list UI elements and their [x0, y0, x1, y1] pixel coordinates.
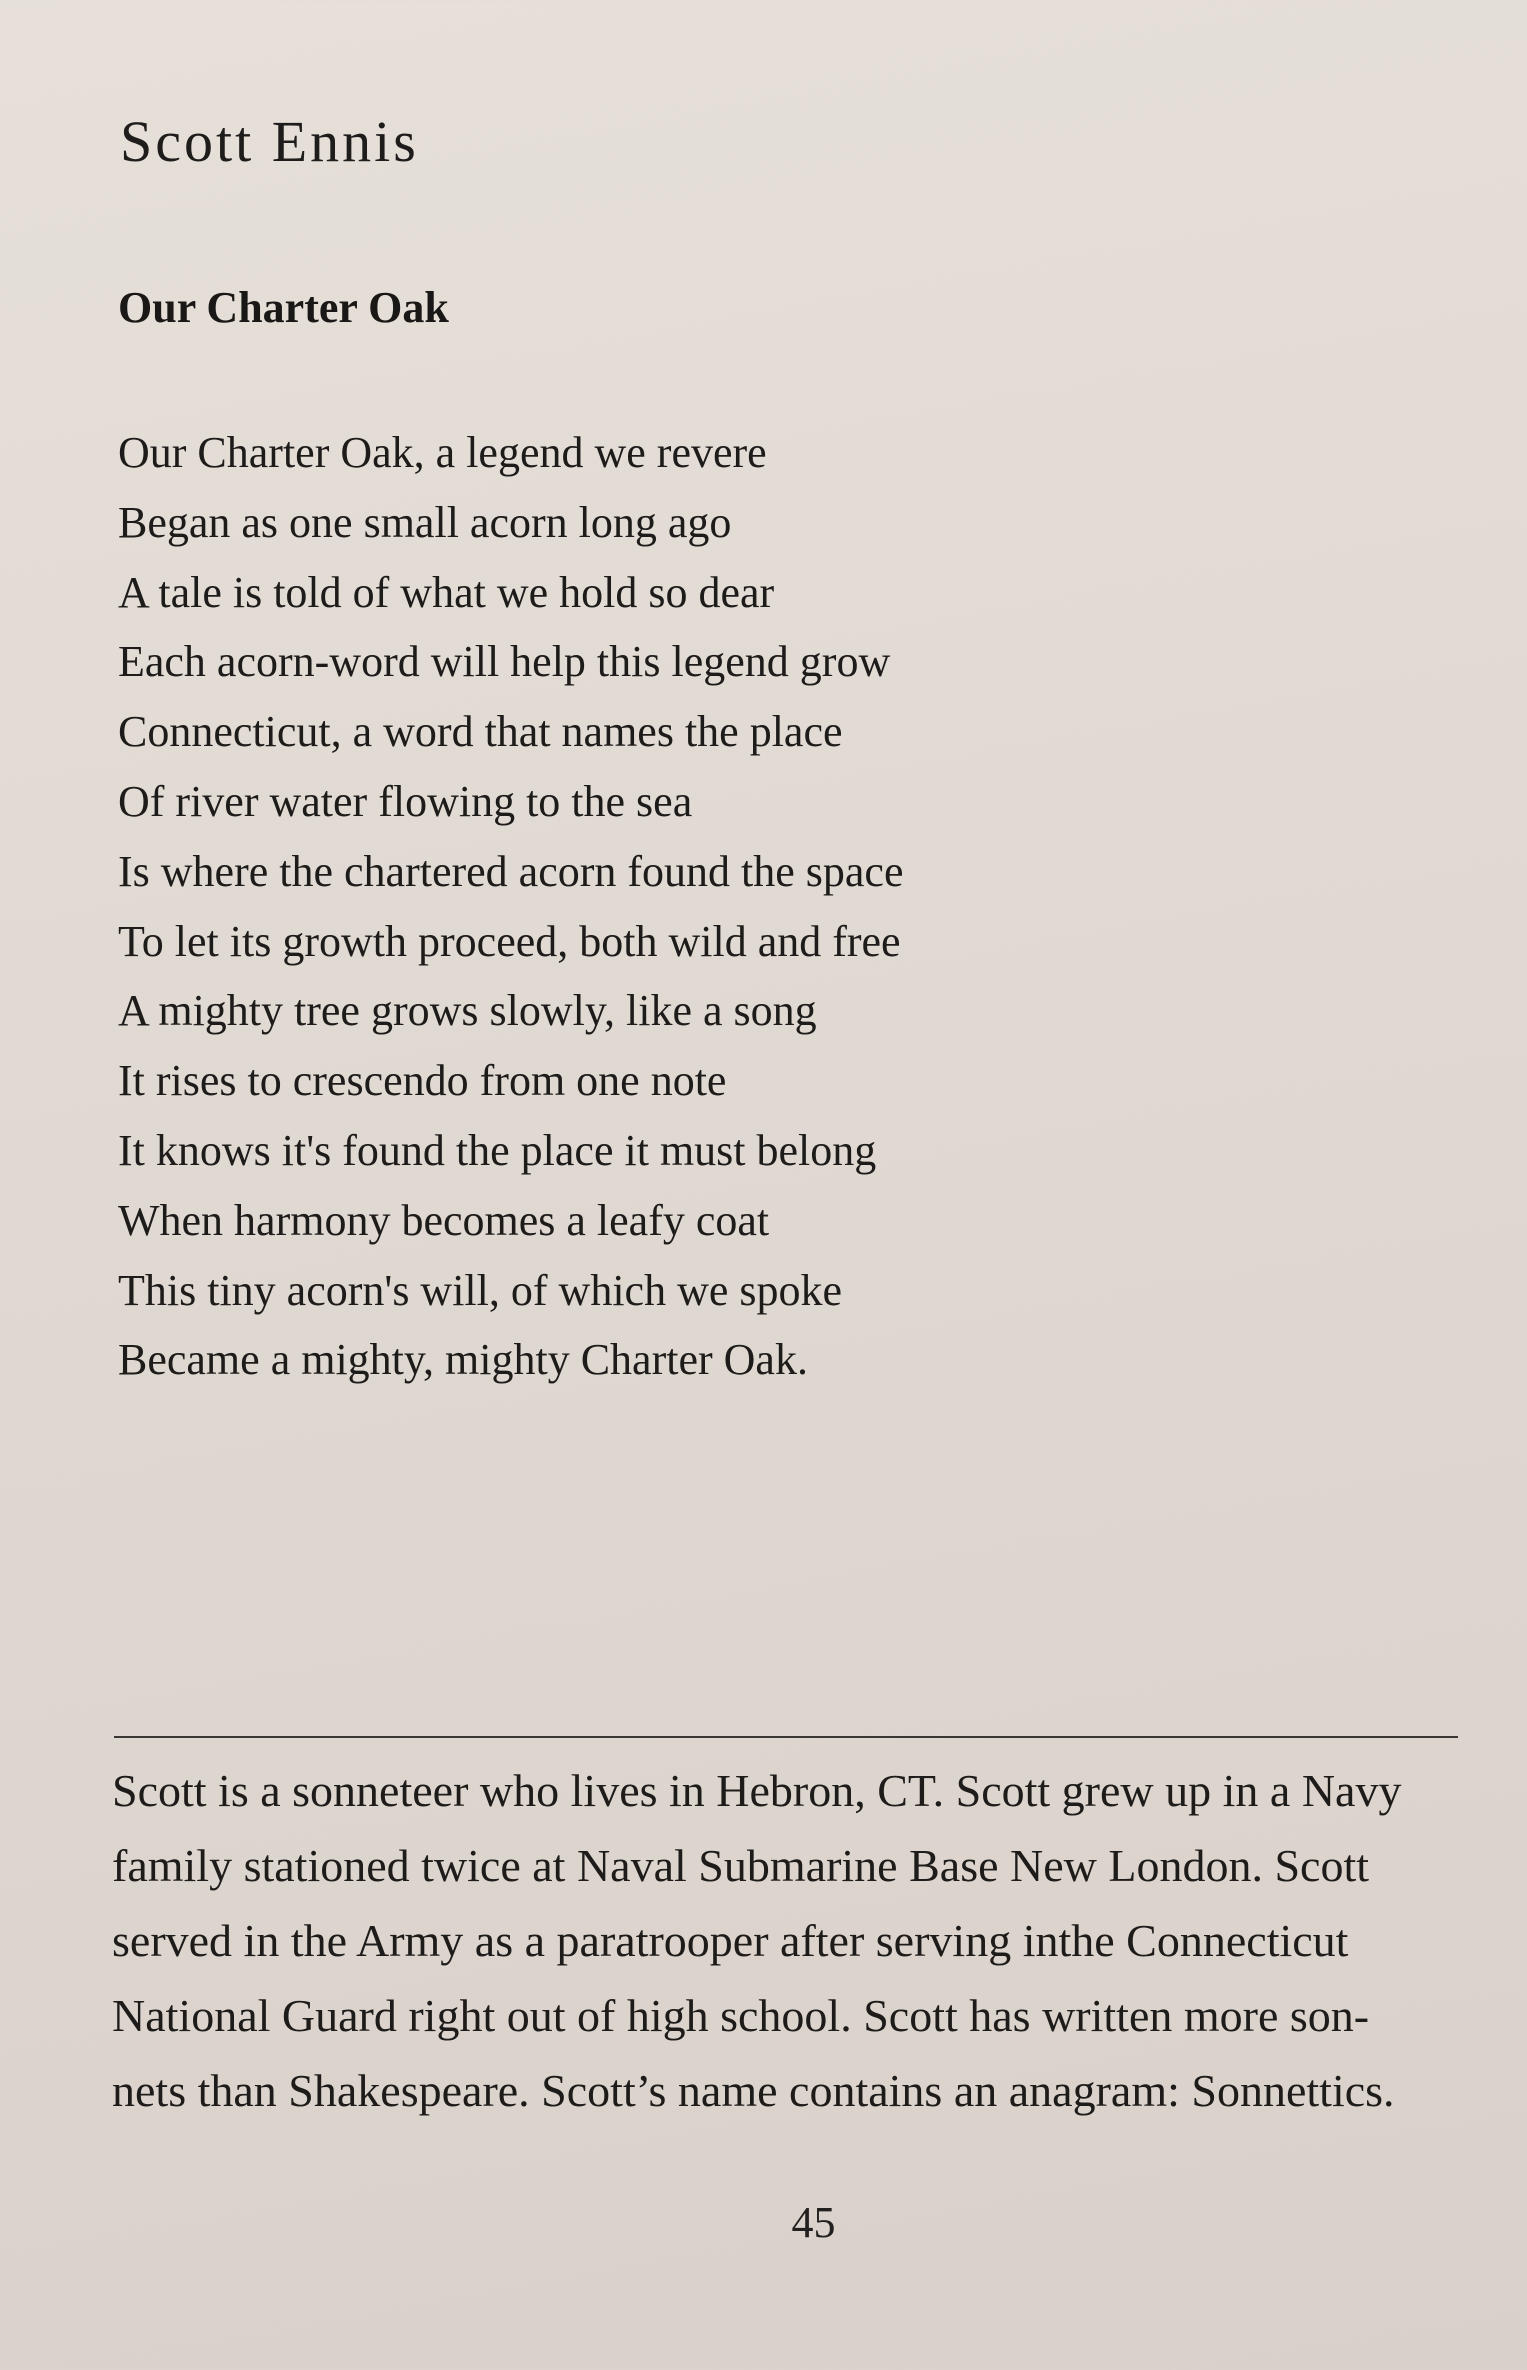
- poem-line: A mighty tree grows slowly, like a song: [118, 986, 817, 1036]
- poem-line: Each acorn-word will help this legend grow: [118, 637, 891, 687]
- poem-line: Became a mighty, mighty Charter Oak.: [118, 1335, 808, 1385]
- poem-line: When harmony becomes a leafy coat: [118, 1195, 770, 1245]
- bio-line: nets than Shakespeare. Scott’s name contains an anagram: Sonnettics.: [112, 2065, 1395, 2116]
- poem-line: Our Charter Oak, a legend we revere: [118, 428, 767, 477]
- bio-line: National Guard right out of high school. Scott has written more son-: [112, 1990, 1370, 2041]
- bio-line: served in the Army as a paratrooper after serving inthe Connecticut: [112, 1915, 1349, 1966]
- page-number-container: [0, 2197, 1527, 2248]
- poem-line: Of river water flowing to the sea: [118, 776, 693, 826]
- poem-line: It rises to crescendo from one note: [118, 1056, 727, 1106]
- poem-line: Is where the chartered acorn found the space: [118, 846, 904, 896]
- poem-line: Connecticut, a word that names the place: [118, 707, 843, 757]
- poem-line: Began as one small acorn long ago: [118, 497, 732, 547]
- poem-body: [118, 418, 904, 1395]
- bio-line: Scott is a sonneteer who lives in Hebron, CT. Scott grew up in a Navy: [112, 1765, 1402, 1816]
- poem-line: A tale is told of what we hold so dear: [118, 567, 775, 617]
- footnote-divider: [114, 1736, 1458, 1738]
- author-name: Scott Ennis: [120, 109, 419, 174]
- poem-line: This tiny acorn's will, of which we spoke: [118, 1265, 843, 1315]
- author-bio: [112, 1753, 1492, 2128]
- page-number: 45: [791, 2198, 836, 2247]
- poem-title: Our Charter Oak: [118, 283, 449, 332]
- bio-line: family stationed twice at Naval Submarine Base New London. Scott: [112, 1840, 1370, 1891]
- poem-line: To let its growth proceed, both wild and free: [118, 916, 901, 966]
- poem-line: It knows it's found the place it must belong: [118, 1125, 877, 1175]
